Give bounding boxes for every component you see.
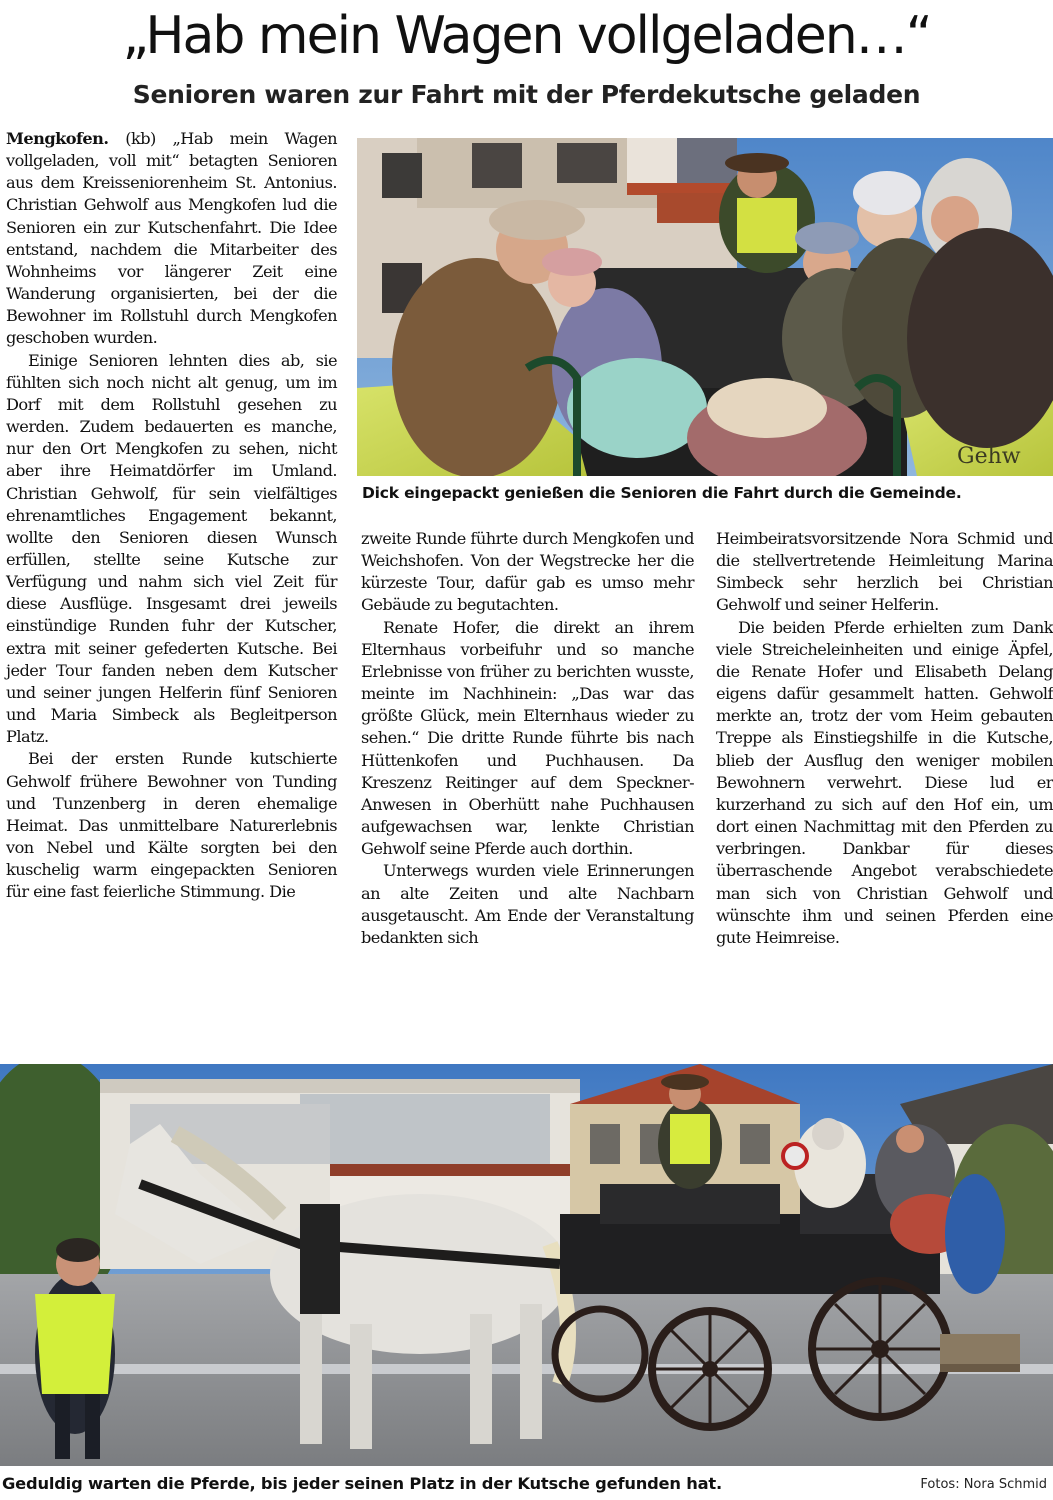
photo-horse-carriage (0, 1064, 1053, 1466)
article-column-1 (6, 128, 337, 903)
photo-caption-bottom: Geduldig warten die Pferde, bis jeder seinen Platz in der Kutsche gefunden hat. (2, 1474, 723, 1493)
paragraph: Heimbeiratsvorsitzende Nora Schmid und die stellvertretende Heimleitung Marina Simbeck sehr herzlich bei Christian Gehwolf und seiner Helferin. (716, 529, 1053, 615)
paragraph: Unterwegs wurden viele Erinnerungen an alte Zeiten und alte Nachbarn ausgetauscht. Am Ende der Veranstaltung bedankten sich (361, 861, 694, 947)
dateline: Mengkofen. (6, 129, 109, 148)
paragraph (6, 128, 337, 350)
paragraph-text: (kb) „Hab mein Wagen vollgeladen, voll mit“ betagten Senioren aus dem Kreisseniorenheim St. Antonius. Christian Gehwolf aus Mengkofen lud die Senioren ein zur Kutschenfahrt. Die Idee entstand, nachdem die Mitarbeiter des Wohnheims vor längerer Zeit eine Wanderung organisierten, bei der die Bewohner im Rollstuhl durch Mengkofen geschoben wurden. (6, 129, 337, 348)
photo-credit: Fotos: Nora Schmid (920, 1477, 1047, 1492)
paragraph: zweite Runde führte durch Mengkofen und Weichshofen. Von der Wegstrecke her die kürzeste Tour, dafür gab es umso mehr Gebäude zu begutachten. (361, 529, 694, 615)
photo-horse-carriage-illustration (0, 1064, 1053, 1466)
photo-caption-top: Dick eingepackt genießen die Senioren die Fahrt durch die Gemeinde. (362, 484, 962, 502)
paragraph: Renate Hofer, die direkt an ihrem Elternhaus vorbeifuhr und so manche Erlebnisse von früher zu berichten wusste, meinte im Nachhinein: „Das war das größte Glück, mein Elternhaus wieder zu sehen.“ Die dritte Runde führte bis nach Hüttenkofen und Puchhausen. Da Kreszenz Reitinger auf dem Speckner-Anwesen in Oberhütt nahe Puchhausen aufgewachsen war, lenkte Christian Gehwolf seine Pferde auch dorthin. (361, 617, 694, 859)
paragraph: Bei der ersten Runde kutschierte Gehwolf frühere Bewohner von Tunding und Tunzenberg in deren ehemalige Heimat. Das unmittelbare Naturerlebnis von Nebel und Kälte sorgten bei den kuschelig warm eingepackten Senioren für eine fast feierliche Stimmung. Die (6, 749, 337, 902)
subheadline: Senioren waren zur Fahrt mit der Pferdekutsche geladen (132, 80, 921, 109)
article-column-2 (361, 528, 694, 949)
photo-seniors-illustration (357, 138, 1053, 476)
headline: „Hab mein Wagen vollgeladen…“ (122, 6, 931, 66)
paragraph: Die beiden Pferde erhielten zum Dank viele Streicheleinheiten und einige Äpfel, die Renate Hofer und Elisabeth Delang eigens dafür gesammelt hatten. Gehwolf merkte an, trotz der vom Heim gebauten Treppe als Einstiegshilfe in die Kutsche, blieb der Ausflug den weniger mobilen Bewohnern verwehrt. Diese lud er kurzerhand zu sich auf den Hof ein, um dort einen Nachmittag mit den Pferden zu verbringen. Dankbar für dieses überraschende Angebot verabschiedete man sich von Christian Gehwolf und wünschte ihm und seinen Pferden eine gute Heimreise. (716, 617, 1053, 947)
article-column-3 (716, 528, 1053, 949)
vest-lettering: Gehw (957, 444, 1021, 469)
paragraph: Einige Senioren lehnten dies ab, sie fühlten sich noch nicht alt genug, um im Dorf mit dem Rollstuhl gesehen zu werden. Zudem bedauerten es manche, nur den Ort Mengkofen zu sehen, nicht aber ihre Heimatdörfer im Umland. Christian Gehwolf, für sein vielfältiges ehrenamtliches Engagement bekannt, wollte den Senioren diesen Wunsch erfüllen, stellte seine Kutsche zur Verfügung und nahm sich viel Zeit für diese Ausflüge. Insgesamt drei jeweils einstündige Runden fuhr der Kutscher, extra mit seiner gefederten Kutsche. Bei jeder Tour fanden neben dem Kutscher und seiner jungen Helferin fünf Senioren und Maria Simbeck als Begleitperson Platz. (6, 350, 337, 747)
photo-seniors-in-carriage (357, 138, 1053, 476)
